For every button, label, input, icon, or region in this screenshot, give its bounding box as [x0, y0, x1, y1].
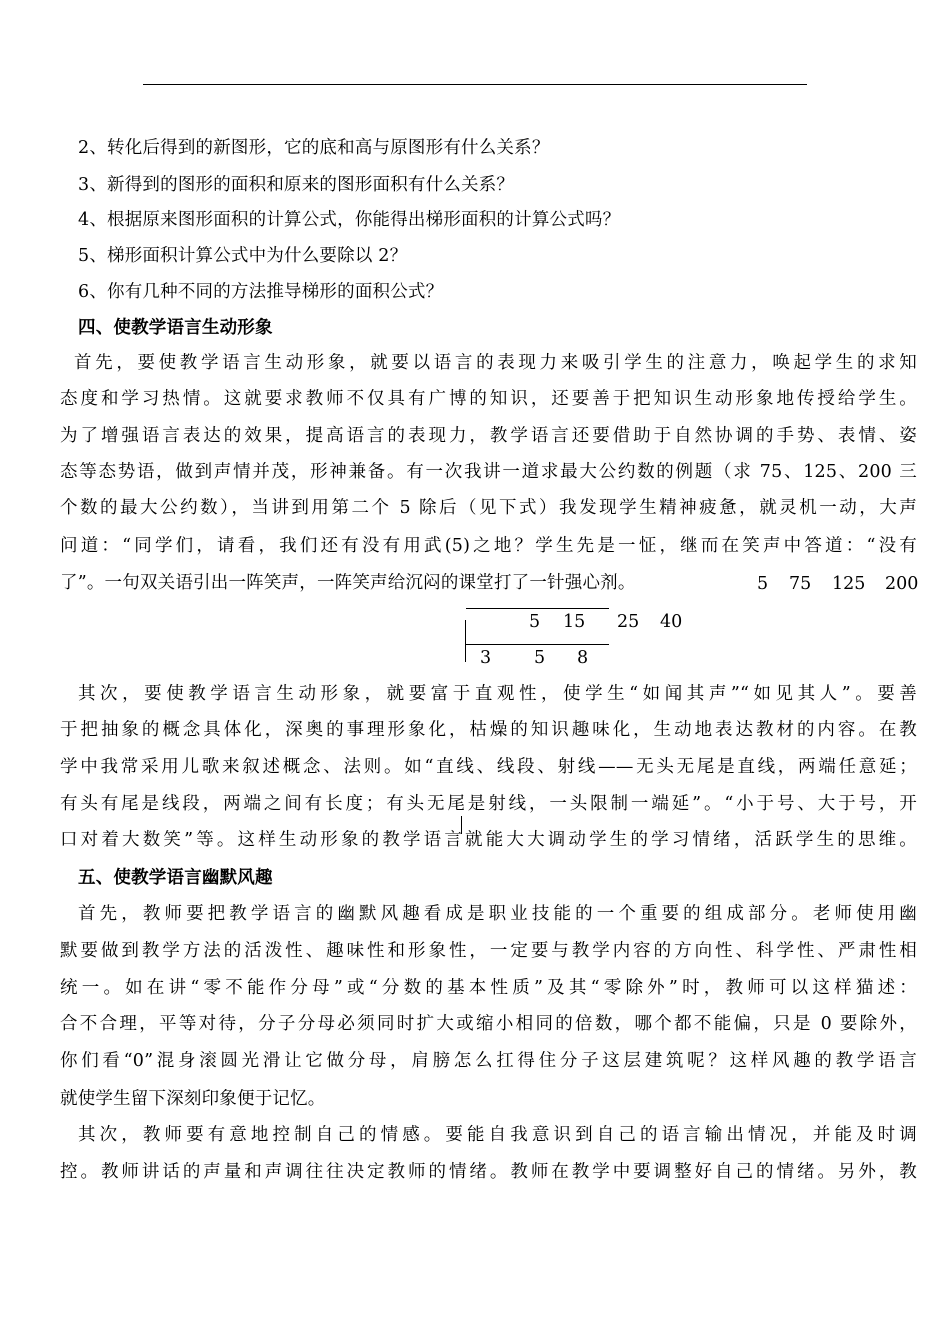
question-2: 2、转化后得到的新图形，它的底和高与原图形有什么关系？: [78, 138, 550, 158]
division-quotient: 40: [660, 612, 683, 632]
division-number: 200: [885, 574, 919, 594]
s5-p1-line: 首先，教师要把教学语言的幽默风趣看成是职业技能的一个重要的组成部分。老师使用幽: [78, 904, 917, 924]
question-4: 4、根据原来图形面积的计算公式，你能得出梯形面积的计算公式吗？: [78, 210, 621, 230]
division-divisor: 5: [529, 612, 541, 632]
s5-p2-line: 其次，教师要有意地控制自己的情感。要能自我意识到自己的语言输出情况，并能及时调: [78, 1125, 917, 1145]
division-result: 5: [534, 648, 546, 668]
s4-p1-line: 态度和学习热情。这就要求教师不仅具有广博的知识，还要善于把知识生动形象地传授给学生。: [60, 389, 917, 409]
s4-p1-line: 个数的最大公约数），当讲到用第二个 5 除后（见下式）我发现学生精神疲惫，就灵机一动，大声: [60, 498, 917, 518]
division-bar: [466, 608, 609, 609]
division-bar: [466, 644, 609, 645]
section-5-heading: 五、使教学语言幽默风趣: [78, 868, 273, 888]
header-rule: [143, 84, 807, 85]
division-bracket: [465, 620, 466, 662]
division-number: 125: [832, 574, 866, 594]
s5-p1-line: 统一。如在讲“零不能作分母”或“分数的基本性质”及其“零除外”时，教师可以这样猫述：: [60, 978, 917, 998]
division-result: 8: [577, 648, 589, 668]
question-6: 6、你有几种不同的方法推导梯形的面积公式？: [78, 282, 444, 302]
division-quotient: 25: [617, 612, 640, 632]
s4-p1-line: 为了增强语言表达的效果，提高语言的表现力，教学语言还要借助于自然协调的手势、表情、姿: [60, 426, 917, 446]
question-3: 3、新得到的图形的面积和原来的图形面积有什么关系？: [78, 175, 515, 195]
s4-p2-line: 学中我常采用儿歌来叙述概念、法则。如“直线、线段、射线——无头无尾是直线，两端任意延；: [60, 757, 917, 777]
division-number: 75: [789, 574, 812, 594]
s4-p2-line: 口对着大数笑”等。这样生动形象的教学语言就能大大调动学生的学习情绪，活跃学生的思维。: [60, 830, 917, 850]
division-result: 3: [480, 648, 492, 668]
s5-p1-line: 你们看“0”混身滚圆光滑让它做分母，肩膀怎么扛得住分子这层建筑呢？这样风趣的教学语言: [60, 1051, 917, 1071]
s4-p2-line: 其次，要使教学语言生动形象，就要富于直观性，使学生“如闻其声”“如见其人”。要善: [78, 684, 917, 704]
question-5: 5、梯形面积计算公式中为什么要除以 2？: [78, 246, 408, 266]
s4-p1-line: 问道：“同学们，请看，我们还有没有用武(5)之地？学生先是一怔，继而在笑声中答道：“没有: [60, 536, 917, 556]
section-4-heading: 四、使教学语言生动形象: [78, 318, 273, 338]
s5-p1-line: 就使学生留下深刻印象便于记忆。: [60, 1089, 326, 1109]
text-cursor: [461, 816, 462, 834]
division-quotient: 15: [563, 612, 586, 632]
s5-p2-line: 控。教师讲话的声量和声调往往决定教师的情绪。教师在教学中要调整好自己的情绪。另外，教: [60, 1162, 917, 1182]
s5-p1-line: 合不合理，平等对待，分子分母必须同时扩大或缩小相同的倍数，哪个都不能偏，只是 0 要除外，: [60, 1014, 917, 1034]
s4-p1-line: 态等态势语，做到声情并茂，形神兼备。有一次我讲一道求最大公约数的例题（求 75、125、200 三: [60, 462, 917, 482]
s4-p2-line: 有头有尾是线段，两端之间有长度；有头无尾是射线，一头限制一端延”。“小于号、大于号，开: [60, 794, 917, 814]
s5-p1-line: 默要做到教学方法的活泼性、趣味性和形象性，一定要与教学内容的方向性、科学性、严肃性相: [60, 941, 917, 961]
s4-p2-line: 于把抽象的概念具体化，深奥的事理形象化，枯燥的知识趣味化，生动地表达教材的内容。在教: [60, 720, 917, 740]
s4-p1-line: 首先，要使教学语言生动形象，就要以语言的表现力来吸引学生的注意力，唤起学生的求知: [74, 353, 917, 373]
s4-p1-line: 了”。一句双关语引出一阵笑声，一阵笑声给沉闷的课堂打了一针强心剂。: [60, 573, 636, 593]
division-divisor: 5: [757, 574, 769, 594]
